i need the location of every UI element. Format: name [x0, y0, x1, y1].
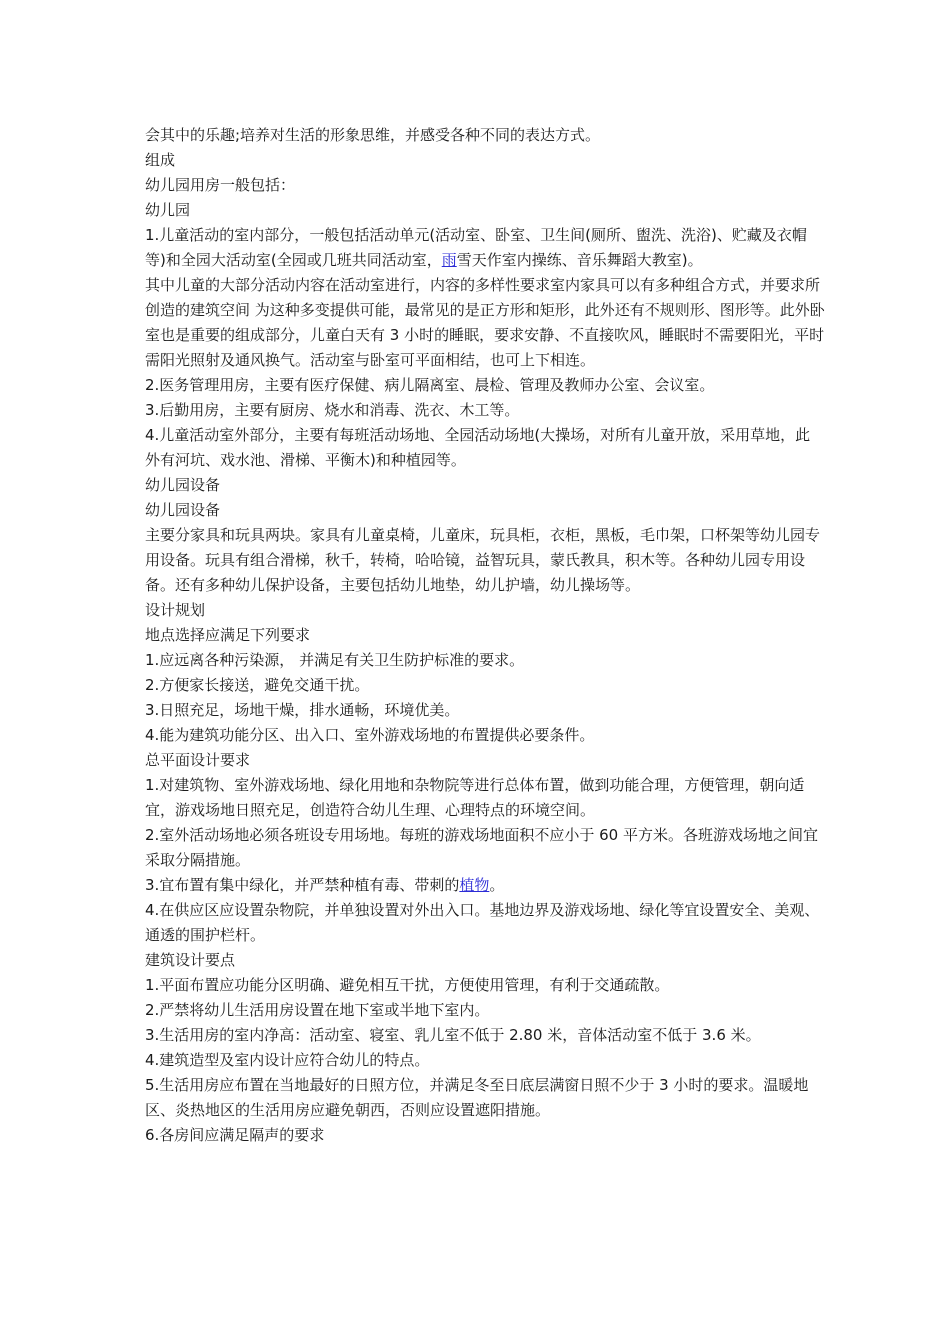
paragraph-equipment: 主要分家具和玩具两块。家具有儿童桌椅，儿童床，玩具柜，衣柜，黑板，毛巾架，口杯架等幼儿园专用设备。玩具有组合滑梯，秋千，转椅，哈哈镜，益智玩具，蒙氏教具，积木等。各种幼儿园专用设备。还有多种幼儿保护设备，主要包括幼儿地垫，幼儿护墙，幼儿操场等。 [145, 526, 821, 594]
heading-architecture: 建筑设计要点 [145, 951, 236, 969]
plan-item-3-text: 3.宜布置有集中绿化，并严禁种植有毒、带刺的 [145, 876, 460, 894]
paragraph-outdoor: 4.儿童活动室外部分，主要有每班活动场地、全园活动场地(大操场，对所有儿童开放，采用草地，此外有河坑、戏水池、滑梯、平衡木)和种植园等。 [145, 426, 811, 469]
link-plants[interactable]: 植物 [459, 876, 490, 894]
plan-item-3 [145, 873, 825, 898]
heading-site-selection: 地点选择应满足下列要求 [145, 626, 311, 644]
heading-design-planning: 设计规划 [145, 601, 206, 619]
heading-composition: 组成 [145, 151, 176, 169]
paragraph-activity-room: 其中儿童的大部分活动内容在活动室进行，内容的多样性要求室内家具可以有多种组合方式，并要求所创造的建筑空间 为这种多变提供可能，最常见的是正方形和矩形，此外还有不规则形、图形等。此外卧室也是重要的组成部分，儿童白天有 3 小时的睡眠，要求安静、不直接吹风，睡眠时不需要阳光，平时需阳光照射及通风换气。活动室与卧室可平面相结，也可上下相连。 [145, 276, 825, 369]
arch-item-5: 5.生活用房应布置在当地最好的日照方位，并满足冬至日底层满窗日照不少于 3 小时的要求。温暖地区、炎热地区的生活用房应避免朝西，否则应设置遮阳措施。 [145, 1076, 809, 1119]
heading-equipment: 幼儿园设备 [145, 476, 221, 494]
link-rain[interactable]: 雨 [441, 251, 457, 269]
site-item-2: 2.方便家长接送，避免交通干扰。 [145, 676, 370, 694]
heading-site-plan: 总平面设计要求 [145, 751, 251, 769]
site-item-1: 1.应远离各种污染源， 并满足有关卫生防护标准的要求。 [145, 651, 525, 669]
arch-item-6: 6.各房间应满足隔声的要求 [145, 1126, 325, 1144]
paragraph-rooms-include: 幼儿园用房一般包括： [145, 176, 296, 194]
paragraph-logistics: 3.后勤用房，主要有厨房、烧水和消毒、洗衣、木工等。 [145, 401, 520, 419]
plan-item-3-tail: 。 [489, 876, 505, 894]
arch-item-3: 3.生活用房的室内净高：活动室、寝室、乳儿室不低于 2.80 米，音体活动室不低于 3.6 米。 [145, 1026, 761, 1044]
arch-item-4: 4.建筑造型及室内设计应符合幼儿的特点。 [145, 1051, 430, 1069]
site-item-3: 3.日照充足，场地干燥，排水通畅，环境优美。 [145, 701, 460, 719]
site-item-4: 4.能为建筑功能分区、出入口、室外游戏场地的布置提供必要条件。 [145, 726, 595, 744]
paragraph-indoor-activity-text: 1.儿童活动的室内部分，一般包括活动单元(活动室、卧室、卫生间(厕所、盥洗、洗浴)、贮藏及衣帽等)和全园大活动室(全园或几班共同活动室， [145, 226, 807, 269]
heading-kindergarten: 幼儿园 [145, 201, 191, 219]
paragraph-indoor-activity-tail: 雪天作室内操练、音乐舞蹈大教室)。 [456, 251, 703, 269]
plan-item-4: 4.在供应区应设置杂物院，并单独设置对外出入口。基地边界及游戏场地、绿化等宜设置安全、美观、通透的围护栏杆。 [145, 901, 820, 944]
paragraph-intro: 会其中的乐趣;培养对生活的形象思维，并感受各种不同的表达方式。 [145, 126, 601, 144]
document-body [145, 123, 825, 1148]
plan-item-2: 2.室外活动场地必须各班设专用场地。每班的游戏场地面积不应小于 60 平方米。各班游戏场地之间宜采取分隔措施。 [145, 826, 818, 869]
heading-equipment-sub: 幼儿园设备 [145, 501, 221, 519]
arch-item-1: 1.平面布置应功能分区明确、避免相互干扰，方便使用管理，有利于交通疏散。 [145, 976, 670, 994]
arch-item-2: 2.严禁将幼儿生活用房设置在地下室或半地下室内。 [145, 1001, 490, 1019]
paragraph-indoor-activity [145, 223, 825, 273]
paragraph-medical: 2.医务管理用房，主要有医疗保健、病儿隔离室、晨检、管理及教师办公室、会议室。 [145, 376, 715, 394]
plan-item-1: 1.对建筑物、室外游戏场地、绿化用地和杂物院等进行总体布置，做到功能合理，方便管理，朝向适宜，游戏场地日照充足，创造符合幼儿生理、心理特点的环境空间。 [145, 776, 805, 819]
